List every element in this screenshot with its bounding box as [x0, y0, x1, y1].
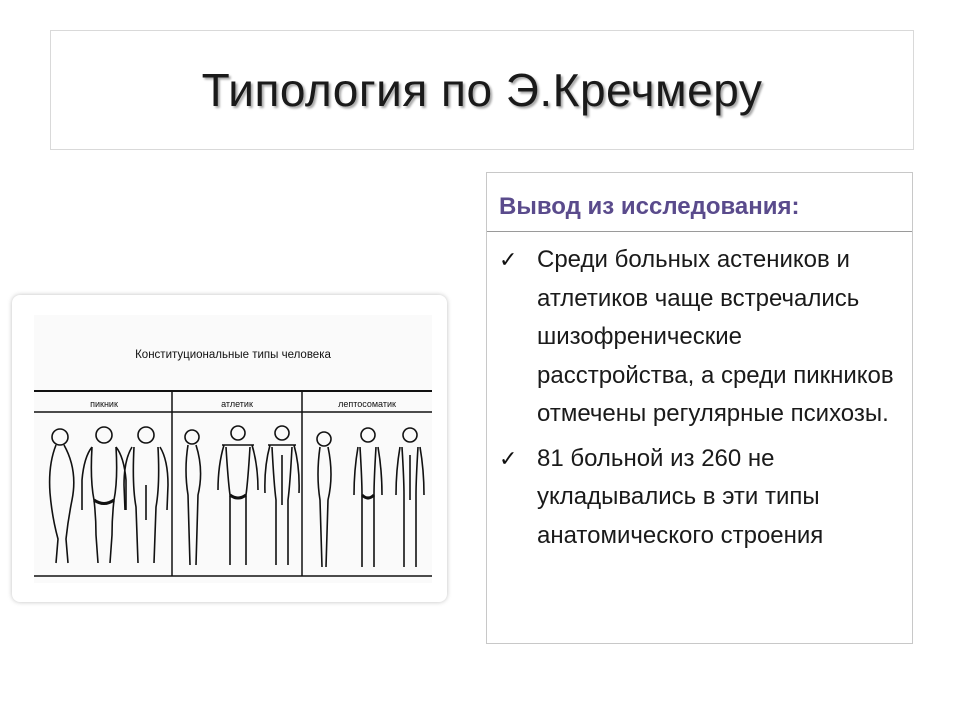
conclusion-list [487, 235, 912, 555]
list-item-text: 81 больной из 260 не укладывались в эти типы анатомического строения [537, 444, 824, 549]
body-types-illustration [12, 295, 447, 602]
list-item [487, 241, 912, 434]
title-box [50, 30, 914, 150]
list-item-text: Среди больных астеников и атлетиков чаще встречались шизофренические расстройства, а среди пикников отмечены регулярные психозы. [537, 246, 894, 427]
figure-caption: Конституциональные типы человека [135, 349, 331, 361]
panel-header: Вывод из исследования: [499, 193, 800, 220]
type-label-picnic: пикник [90, 399, 118, 409]
slide-title: Типология по Э.Кречмеру [201, 64, 763, 116]
panel-divider [487, 231, 912, 232]
type-label-athletic: атлетик [221, 399, 253, 409]
checkmark-icon: ✓ [499, 445, 518, 471]
body-types-figure [12, 295, 447, 602]
checkmark-icon: ✓ [499, 247, 518, 272]
conclusion-panel [486, 172, 913, 644]
list-item [487, 440, 912, 556]
type-label-leptosomatic: лептосоматик [338, 399, 396, 409]
